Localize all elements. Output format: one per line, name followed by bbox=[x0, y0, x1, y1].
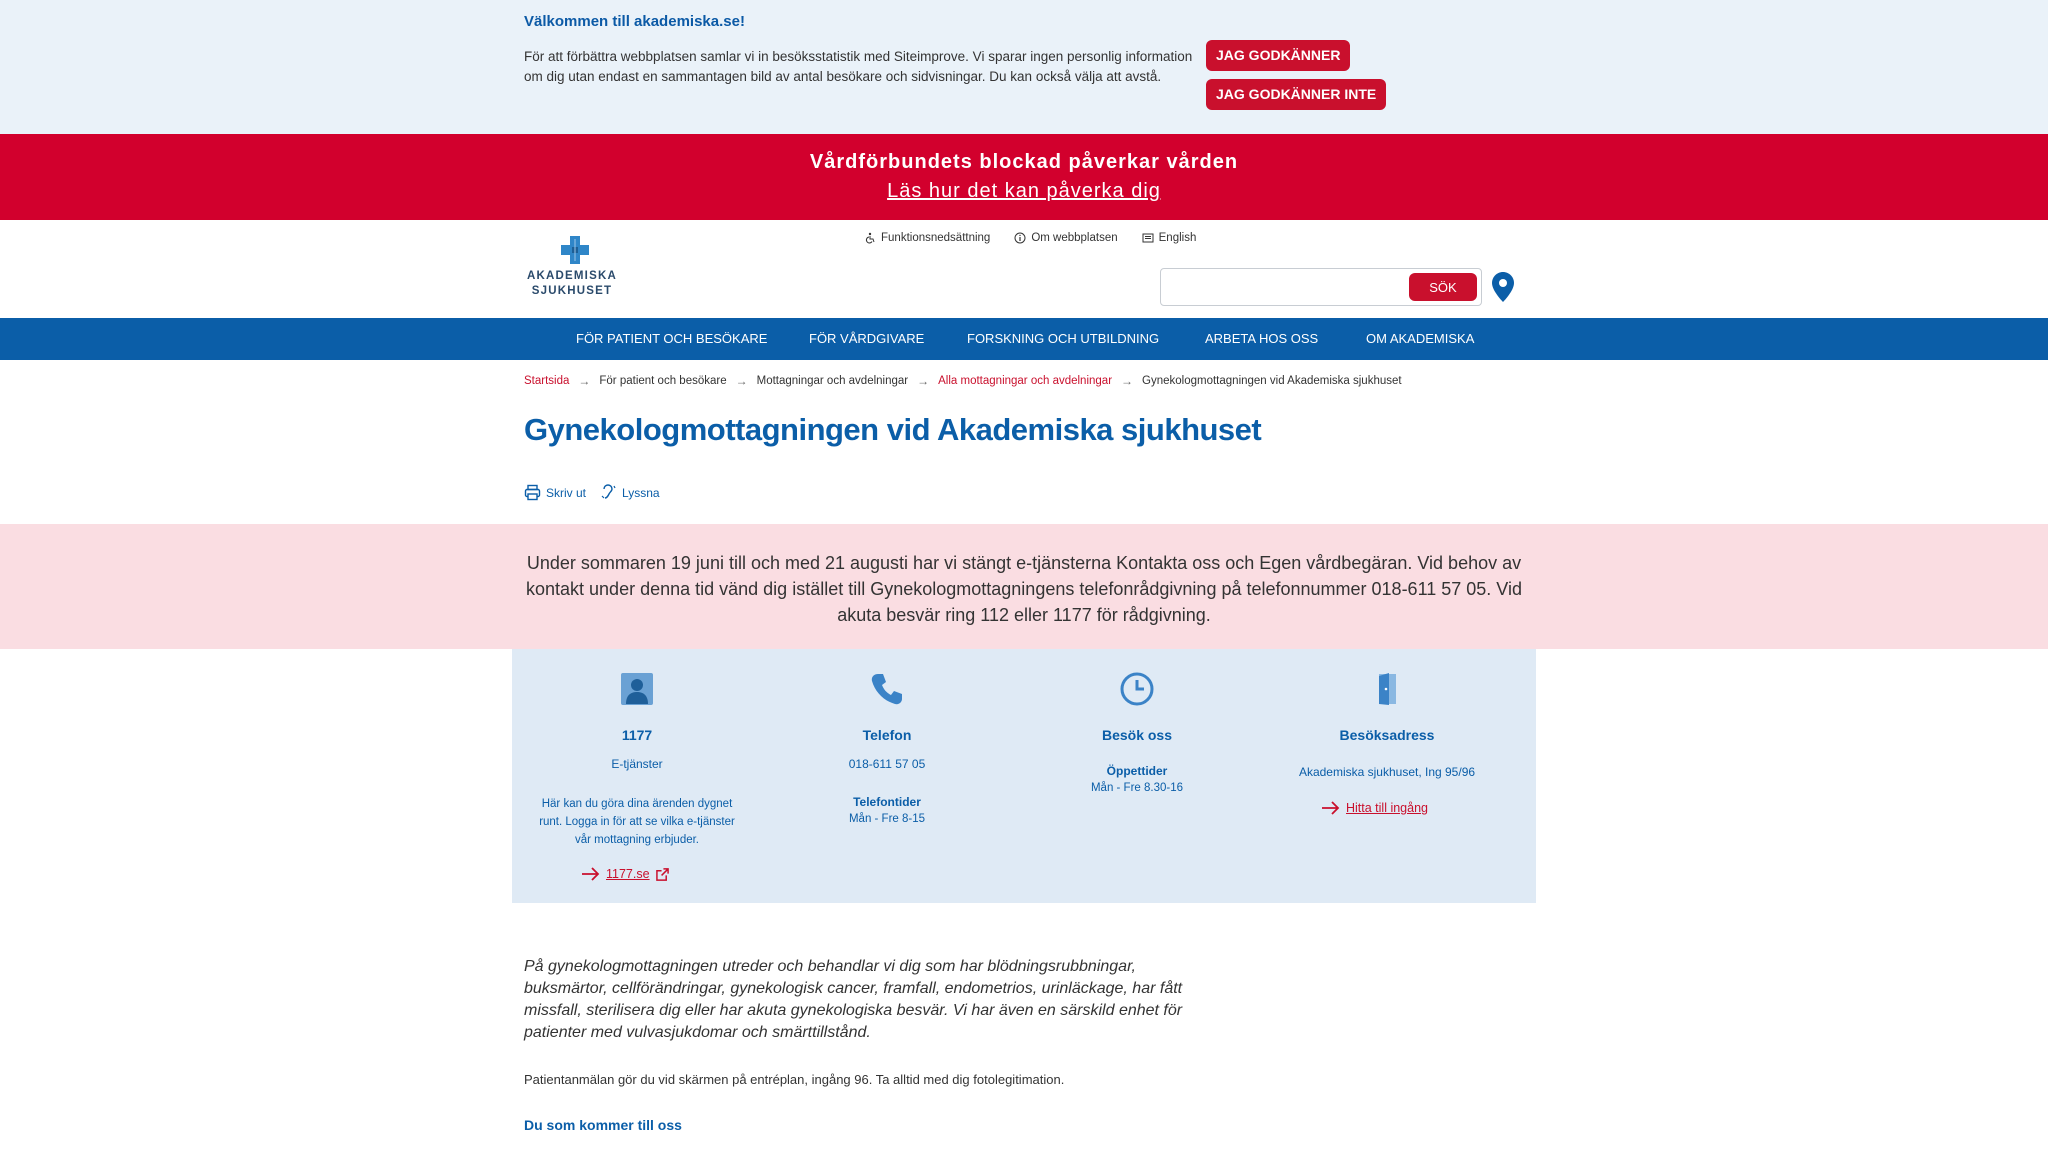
card-visit-hours: Mån - Fre 8.30-16 bbox=[1090, 782, 1184, 794]
summer-notice bbox=[0, 524, 2048, 649]
door-icon bbox=[1369, 671, 1405, 707]
nav-item-work[interactable]: ARBETA HOS OSS bbox=[1205, 331, 1319, 346]
nav-item-caregivers[interactable]: FÖR VÅRDGIVARE bbox=[809, 331, 925, 346]
find-entrance-link[interactable] bbox=[1322, 801, 1428, 815]
english-label: English bbox=[1158, 232, 1197, 244]
nav-item-patient[interactable]: FÖR PATIENT OCH BESÖKARE bbox=[576, 331, 768, 346]
card-phone-title: Telefon bbox=[862, 727, 912, 743]
top-links bbox=[864, 232, 1196, 244]
accessibility-label: Funktionsnedsättning bbox=[881, 232, 991, 244]
listen-icon bbox=[600, 484, 617, 501]
printer-icon bbox=[524, 484, 541, 501]
arrow-right-icon: → bbox=[578, 374, 591, 388]
site-header bbox=[0, 220, 2048, 318]
logo-line-2: SJUKHUSET bbox=[531, 285, 613, 297]
arrow-right-icon: → bbox=[917, 374, 930, 388]
about-site-link[interactable] bbox=[1014, 232, 1117, 244]
registration-text: Patientanmälan gör du vid skärmen på entréplan, ingång 96. Ta alltid med dig fotolegitimation. bbox=[524, 1072, 1065, 1087]
breadcrumb-home[interactable]: Startsida bbox=[524, 375, 570, 387]
document-icon bbox=[1142, 232, 1154, 244]
about-site-label: Om webbplatsen bbox=[1031, 232, 1118, 244]
search-input[interactable] bbox=[1165, 273, 1405, 301]
arrow-right-icon: → bbox=[1121, 374, 1134, 388]
main-nav bbox=[0, 318, 2048, 360]
card-1177-subtitle: E-tjänster bbox=[611, 757, 663, 771]
intro-text: På gynekologmottagningen utreder och behandlar vi dig som har blödningsrubbningar, buksmärtor, cellförändringar, gynekologisk cancer, framfall, endometrios, urinläckage, har fått missfall, sterilisera dig eller har akuta gynekologiska besvär. Vi har även en särskild enhet för patienter med vulvasjukdomar och smärttillstånd. bbox=[524, 958, 1183, 1041]
arrow-right-icon: → bbox=[735, 374, 748, 388]
cookie-title: Välkommen till akademiska.se! bbox=[524, 13, 745, 30]
section-heading: Du som kommer till oss bbox=[524, 1117, 682, 1133]
decline-cookies-button[interactable]: JAG GODKÄNNER INTE bbox=[1206, 79, 1386, 110]
breadcrumb-current: Gynekologmottagningen vid Akademiska sjukhuset bbox=[1142, 375, 1402, 387]
accept-cookies-button[interactable]: JAG GODKÄNNER bbox=[1206, 40, 1350, 71]
accessibility-link[interactable] bbox=[864, 232, 990, 244]
external-link-icon bbox=[656, 868, 669, 881]
user-screen-icon bbox=[619, 671, 655, 707]
english-link[interactable] bbox=[1142, 232, 1197, 244]
card-phone-hours: Mån - Fre 8-15 bbox=[848, 813, 926, 825]
card-phone-hours-title: Telefontider bbox=[853, 795, 921, 809]
breadcrumb-receptions[interactable]: Mottagningar och avdelningar bbox=[756, 375, 909, 387]
alert-title: Vårdförbundets blockad påverkar vården bbox=[809, 151, 1239, 173]
card-1177-title: 1177 bbox=[621, 727, 653, 743]
clock-icon bbox=[1119, 671, 1155, 707]
print-label: Skriv ut bbox=[546, 485, 587, 500]
nav-item-about[interactable]: OM AKADEMISKA bbox=[1366, 331, 1475, 346]
card-address-title: Besöksadress bbox=[1339, 727, 1435, 743]
arrow-right-icon bbox=[1322, 801, 1340, 815]
phone-icon bbox=[869, 671, 905, 707]
info-cards bbox=[512, 649, 1536, 903]
card-1177-description: Här kan du göra dina ärenden dygnet runt. Logga in för att se vilka e-tjänster vår mottagning erbjuder. bbox=[539, 798, 735, 846]
nav-item-research[interactable]: FORSKNING OCH UTBILDNING bbox=[967, 331, 1160, 346]
page-tools bbox=[524, 484, 660, 501]
link-1177[interactable] bbox=[582, 867, 669, 881]
logo-cross-icon bbox=[561, 236, 589, 264]
listen-label: Lyssna bbox=[622, 485, 660, 500]
breadcrumb bbox=[524, 374, 1402, 388]
arrow-right-icon bbox=[582, 867, 600, 881]
cookie-text: För att förbättra webbplatsen samlar vi in besöksstatistik med Siteimprove. Vi sparar ingen personlig information om dig utan endast en sammantagen bild av antal besökare och sidvisningar. Du kan också välja att avstå. bbox=[524, 49, 1193, 84]
site-logo[interactable] bbox=[524, 236, 634, 302]
card-phone-number[interactable]: 018-611 57 05 bbox=[848, 757, 926, 771]
accessibility-icon bbox=[864, 232, 876, 244]
info-icon bbox=[1014, 232, 1026, 244]
print-button[interactable] bbox=[524, 484, 586, 501]
cookie-banner bbox=[0, 0, 2048, 134]
breadcrumb-patient[interactable]: För patient och besökare bbox=[599, 375, 727, 387]
notice-text: Under sommaren 19 juni till och med 21 augusti har vi stängt e-tjänsterna Kontakta oss och Egen vårdbegäran. Vid behov av kontakt under denna tid vänd dig istället till Gynekologmottagningens telefonrådgivning på telefonnummer 018-611 57 05. Vid akuta besvär ring 112 eller 1177 för rådgivning. bbox=[526, 553, 1522, 625]
search-box bbox=[1160, 268, 1482, 306]
card-visit-title: Besök oss bbox=[1101, 727, 1173, 743]
logo-line-1: AKADEMISKA bbox=[527, 270, 617, 282]
card-visit-hours-title: Öppettider bbox=[1106, 764, 1168, 778]
alert-banner bbox=[0, 134, 2048, 220]
page-title: Gynekologmottagningen vid Akademiska sjukhuset bbox=[524, 412, 1262, 447]
search-button[interactable]: SÖK bbox=[1409, 273, 1477, 301]
listen-button[interactable] bbox=[600, 484, 660, 501]
logo-text bbox=[524, 269, 620, 299]
alert-link[interactable]: Läs hur det kan påverka dig bbox=[887, 180, 1161, 202]
location-pin-icon[interactable] bbox=[1492, 272, 1514, 302]
breadcrumb-all-receptions[interactable]: Alla mottagningar och avdelningar bbox=[938, 375, 1113, 387]
link-1177-label: 1177.se bbox=[606, 867, 650, 881]
card-address-text: Akademiska sjukhuset, Ing 95/96 bbox=[1298, 765, 1476, 779]
find-entrance-label: Hitta till ingång bbox=[1346, 801, 1428, 815]
